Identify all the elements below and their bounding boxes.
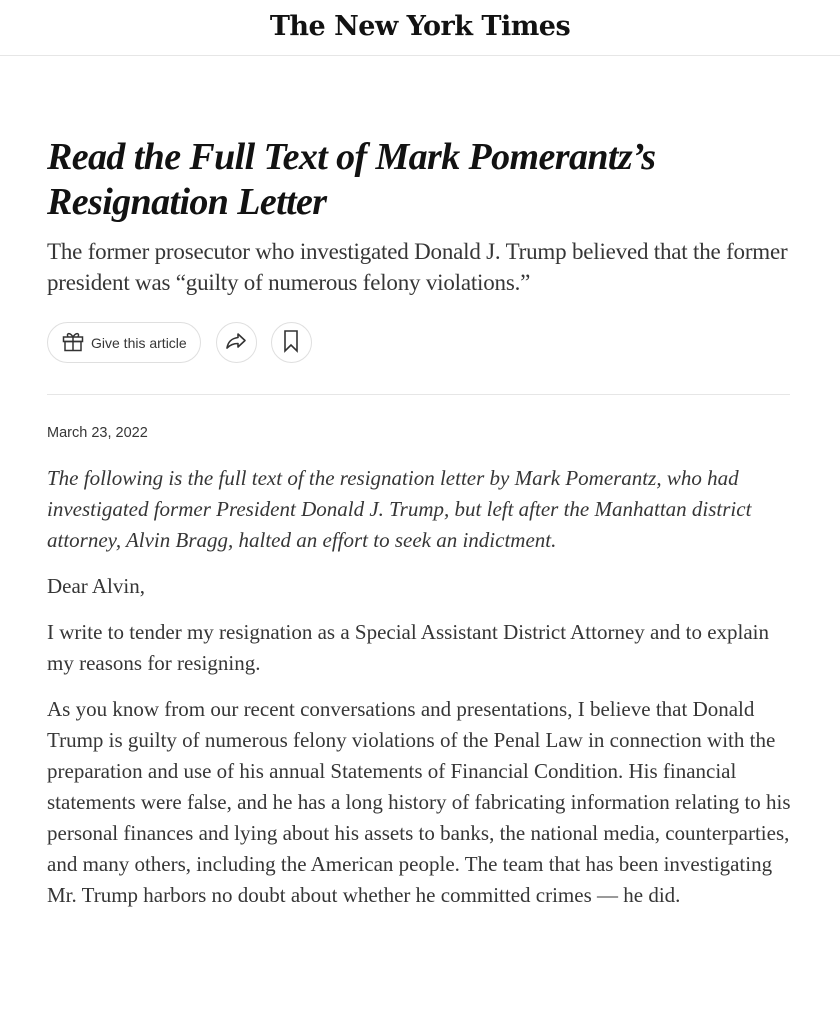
share-arrow-icon (224, 331, 248, 355)
letter-paragraph: As you know from our recent conversations and presentations, I believe that Donald Trump is guilty of numerous felony violations of the Penal Law in connection with the preparation and use of his annual Statements of Financial Condition. His financial statements were false, and he has a long history of fabricating information relating to his personal finances and lying about his assets to banks, the national media, counterparties, and many others, including the American people. The team that has been investigating Mr. Trump harbors no doubt about whether he committed crimes — he did. (47, 697, 791, 907)
article-summary: The former prosecutor who investigated Donald J. Trump believed that the former president was “guilty of numerous felony violations.” (47, 239, 788, 295)
gift-icon (61, 329, 85, 357)
nyt-logo[interactable]: The New York Times (269, 11, 571, 42)
article-body (47, 463, 792, 911)
editor-note: The following is the full text of the resignation letter by Mark Pomerantz, who had investigated former President Donald J. Trump, but left after the Manhattan district attorney, Alvin Bragg, halted an effort to seek an indictment. (47, 466, 752, 552)
publish-date: March 23, 2022 (47, 425, 148, 441)
letter-paragraph: I write to tender my resignation as a Special Assistant District Attorney and to explain my reasons for resigning. (47, 620, 770, 675)
masthead (0, 0, 840, 56)
article (0, 135, 840, 911)
share-button[interactable] (216, 322, 257, 363)
give-article-label: Give this article (91, 334, 187, 351)
letter-salutation: Dear Alvin, (47, 574, 145, 598)
bookmark-icon (282, 329, 300, 357)
give-article-button[interactable] (47, 322, 201, 363)
article-headline: Read the Full Text of Mark Pomerantz’s Resignation Letter (47, 136, 656, 223)
share-tools (47, 322, 790, 395)
save-button[interactable] (271, 322, 312, 363)
